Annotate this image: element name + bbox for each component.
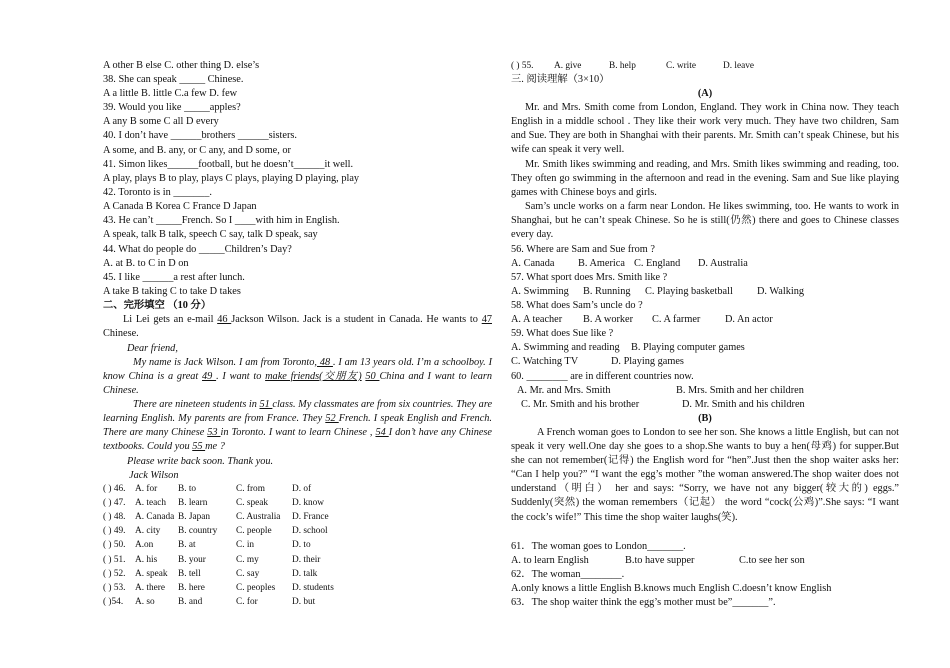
cloze-question-number: ( ) 49. [103,526,126,537]
letter-p2-c: French. I speak English and French. There are many Chinese [103,413,492,439]
q59-option-b: B. Playing computer games [631,342,745,353]
q61-option-b: B.to have supper [625,555,695,566]
make-friends-gloss: make friends(交朋友) [265,371,362,383]
cloze-option-row [103,511,492,524]
q58-stem: 58. What does Sam’s uncle do ? [511,300,643,311]
q45-stem: 45. I like ______a rest after lunch. [103,272,245,283]
cloze-option-row [103,525,492,538]
cloze-option-b: B. learn [178,498,208,509]
q60-option-b: B. Mrs. Smith and her children [676,385,804,396]
q57-stem: 57. What sport does Mrs. Smith like ? [511,272,668,283]
q38-options: A a little B. little C.a few D. few [103,88,238,99]
q62-options: A.only knows a little English B.knows much English C.doesn’t know English [511,583,832,594]
cloze-option-a: A. Canada [135,512,175,523]
q43-stem: 43. He can’t _____French. So I ____with him in English. [103,215,340,226]
letter-p2-f: me ? [205,441,225,453]
cloze-option-b: B. Japan [178,512,211,523]
q62-stem: 62．The woman________. [511,569,625,580]
cloze-option-d: D. talk [292,568,318,579]
blank-55: 55 [192,441,206,453]
q58-option-c: C. A farmer [652,314,701,325]
q63-stem: 63．The shop waiter think the egg’s mother must be”_______”. [511,597,776,608]
q55-num: ( ) 55. [511,61,534,71]
cloze-option-a: A.on [135,540,154,551]
letter-p1-c: . I want to [216,371,266,383]
q39-stem: 39. Would you like _____apples? [103,102,241,113]
cloze-option-row [103,596,492,609]
cloze-option-c: C. in [236,540,255,551]
q60-option-a: A. Mr. and Mrs. Smith [517,385,611,396]
cloze-option-a: A. so [135,596,155,607]
letter-p1-d: China and I want to learn Chinese. [103,371,492,397]
blank-51: 51 [259,399,273,410]
q61-option-a: A. to learn English [511,555,589,566]
letter-p1-a: My name is Jack Wilson. I am from Toronto, [133,357,317,368]
q38-stem: 38. She can speak _____ Chinese. [103,74,244,85]
passage-a-paragraph-2: Mr. Smith likes swimming and reading, and Mrs. Smith likes swimming and reading, too. They often go swimming in the afternoon and read in the evening. Sam and Sue like playing games with Chinese boys and girls. [511,159,899,199]
letter-signature: Jack Wilson [129,470,179,481]
q56-option-c: C. England [634,258,681,269]
q59-option-a: A. Swimming and reading [511,342,620,353]
q55-option-d: D. leave [723,61,754,71]
cloze-option-b: B. and [178,596,203,607]
q61-options [511,554,899,567]
cloze-option-d: D. of [292,484,312,494]
q56-stem: 56. Where are Sam and Sue from ? [511,244,655,255]
q59-options-2 [511,355,899,368]
cloze-question-number: ( ) 50. [103,540,126,551]
q40-options: A some, and B. any, or C any, and D some, or [103,145,291,156]
blank-53: 53 [207,427,221,439]
q57-options [511,285,899,298]
cloze-question-number: ( ) 46. [103,484,126,494]
passage-b-label: (B) [698,413,712,424]
cloze-option-b: B. country [178,526,218,537]
q61-option-c: C.to see her son [739,555,805,566]
cloze-option-c: C. my [236,554,259,565]
letter-p1-b: . I am 13 years old. I’m a schoolboy. I know China is a great [103,357,493,383]
cloze-intro-a: Li Lei gets an e-mail [123,314,218,325]
q56-option-d: D. Australia [698,258,748,269]
q60-option-c: C. Mr. Smith and his brother [521,399,640,410]
cloze-option-c: C. people [236,526,272,537]
q56-option-a: A. Canada [511,258,555,269]
passage-a-label: (A) [697,88,713,99]
cloze-option-row [103,497,492,510]
q58-option-d: D. An actor [725,314,773,325]
cloze-option-c: C. say [236,568,260,579]
reading-heading: 三. 阅读理解（3×10） [511,74,610,85]
cloze-option-a: A. there [135,582,165,593]
cloze-question-number: ( ) 53. [103,582,126,593]
cloze-option-d: D. their [292,554,321,565]
q59-option-d: D. Playing games [611,356,684,367]
letter-p2-a: There are nineteen students in [133,399,260,410]
cloze-option-d: D. know [292,498,325,509]
cloze-option-b: B. your [178,554,206,565]
cloze-intro [103,313,492,341]
letter-paragraph-2 [103,398,492,454]
cloze-question-number: ( ) 51. [103,554,126,565]
blank-54: 54 [375,427,389,439]
cloze-option-b: B. to [178,484,197,494]
blank-46: 46 [217,314,232,325]
q39-options: A any B some C all D every [103,116,219,127]
cloze-option-row [103,554,492,567]
blank-47: 47 [481,314,492,325]
cloze-option-c: C. speak [236,498,269,509]
cloze-option-d: D. to [292,540,311,551]
q60-option-d: D. Mr. Smith and his children [682,399,805,410]
q44-stem: 44. What do people do _____Children’s Day? [103,244,292,255]
letter-closing: Please write back soon. Thank you. [127,456,274,467]
q57-option-b: B. Running [583,286,631,297]
cloze-option-row [103,582,492,595]
q56-options [511,257,899,270]
q57-option-d: D. Walking [757,286,805,297]
cloze-option-b: B. tell [178,568,201,579]
q41-stem: 41. Simon likes______football, but he doesn’t______it well. [103,159,354,170]
q59-stem: 59. What does Sue like ? [511,328,614,339]
q60-options-1 [517,384,899,397]
q59-options-1 [511,341,899,354]
letter-p2-b: class. My classmates are from six countries. They are learning English. My parents are from France. They [103,399,493,425]
passage-a-paragraph-1: Mr. and Mrs. Smith come from London, England. They work in China now. They teach English in a middle school . They like their work very much. They have two children, Sam and Sue. They are both in Shanghai with their parents. Mr. Smith can’t speak Chinese, but his wife can speak it very well. [511,102,899,156]
q42-stem: 42. Toronto is in _______. [103,187,212,198]
cloze-question-number: ( ) 52. [103,568,126,579]
q43-options: A speak, talk B talk, speech C say, talk D speak, say [103,229,318,240]
cloze-option-row [103,483,492,496]
q55-option-c: C. write [666,61,696,71]
cloze-option-c: C. Australia [236,512,281,523]
cloze-option-c: C. from [236,484,265,494]
cloze-option-a: A. his [135,554,158,565]
q41-options: A play, plays B to play, plays C plays, playing D playing, play [103,173,360,184]
cloze-option-c: C. peoples [236,582,276,593]
cloze-intro-c: Chinese. [103,328,139,340]
q55-options [511,60,899,73]
cloze-option-d: D. students [292,582,334,593]
q40-stem: 40. I don’t have ______brothers ______sisters. [103,130,297,141]
cloze-question-number: ( )54. [103,596,124,607]
cloze-option-c: C. for [236,596,258,607]
q56-option-b: B. America [578,258,625,269]
blank-48: 48 [316,357,333,368]
blank-49: 49 [202,371,217,383]
cloze-option-b: B. here [178,582,205,593]
q55-option-a: A. give [554,61,582,71]
q58-option-b: B. A worker [583,314,634,325]
q57-option-c: C. Playing basketball [645,286,733,297]
letter-p2-d: in Toronto. I want to learn Chinese , [220,427,376,439]
cloze-option-a: A. for [135,484,158,494]
q58-options [511,313,899,326]
cloze-option-d: D. but [292,596,316,607]
cloze-option-d: D. school [292,526,328,537]
letter-p2-e: I don’t have any Chinese textbooks. Could you [103,427,493,453]
blank-50: 50 [365,371,380,383]
cloze-option-d: D. France [292,512,329,523]
cloze-question-number: ( ) 48. [103,512,126,523]
cloze-option-a: A. speak [135,568,168,579]
q61-stem: 61．The woman goes to London_______. [511,541,686,552]
letter-paragraph-1 [103,356,492,398]
q45-options: A take B taking C to take D takes [103,286,241,297]
cloze-option-row [103,539,492,552]
q55-option-b: B. help [609,61,636,71]
cloze-option-a: A. city [135,526,161,537]
q44-options: A. at B. to C in D on [103,258,189,269]
cloze-option-row [103,568,492,581]
q42-options: A Canada B Korea C France D Japan [103,201,257,212]
q59-option-c: C. Watching TV [511,356,579,367]
q58-option-a: A. A teacher [511,314,563,325]
q57-option-a: A. Swimming [511,286,569,297]
cloze-question-number: ( ) 47. [103,498,126,509]
passage-a-paragraph-3: Sam’s uncle works on a farm near London. He likes swimming, too. He wants to work in Shanghai, but he can’t speak Chinese. So he is still(仍然) there and goes to Chinese classes every day. [511,201,899,241]
q60-options-2 [521,398,899,411]
passage-b-paragraph: A French woman goes to London to see her son. She knows a little English, but can not speak it very well.One day she goes to a shop.She wants to buy a hen(母鸡) for supper.But she can not remember(记得) the English word for “hen”.Just then the shop waiter asks her: “Can I help you?” “I want the egg’s mother ”the woman answered.The shop waiter does not understand（明白） her and says: “Sorry, we have not any bigger(较大的) eggs.” Suddenly(突然) the woman remembers（记起） the word “cock(公鸡)”.She says: “I want the cock’s wife!” This time the shop waiter laughs(笑). [511,427,899,523]
blank-52: 52 [325,413,339,425]
letter-greeting: Dear friend, [127,343,178,354]
cloze-option-b: B. at [178,540,196,551]
cloze-option-a: A. teach [135,498,166,509]
cloze-heading: 二、完形填空 （10 分） [103,300,212,311]
q60-stem: 60. ________ are in different countries now. [511,371,694,382]
q37-options: A other B else C. other thing D. else’s [103,60,260,71]
cloze-intro-b: Jackson Wilson. Jack is a student in Canada. He wants to [231,314,482,325]
